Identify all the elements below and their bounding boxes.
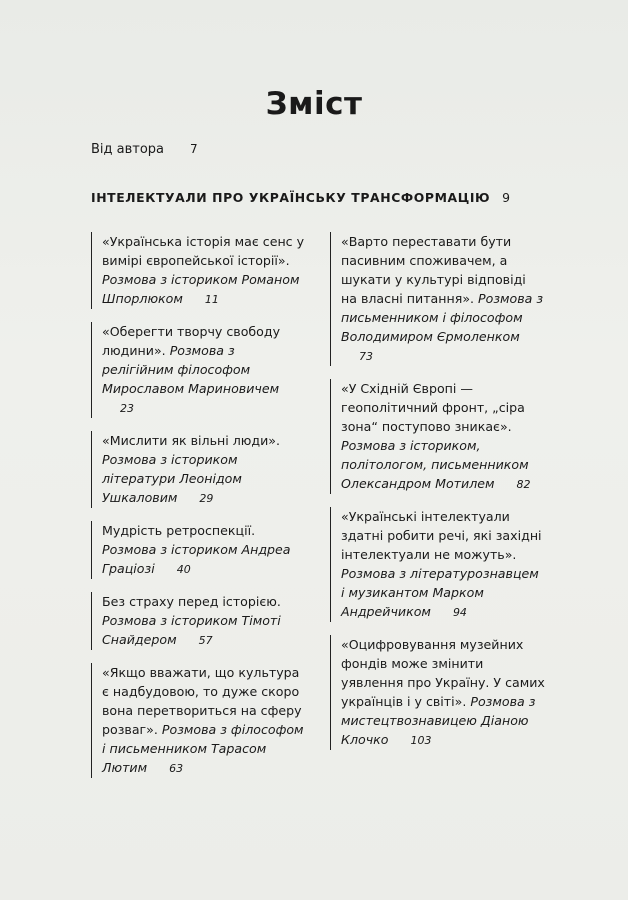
toc-entry	[91, 521, 306, 579]
entry-subtitle: Розмова з істориком літератури Леонідом Ушкаловим	[102, 452, 242, 505]
toc-entry	[330, 232, 545, 366]
entry-title: «Українські інтелектуали здатні робити речі, які західні інтелектуали не можуть».	[341, 509, 542, 562]
entry-subtitle: Розмова з істориком Тімоті Снайдером	[102, 613, 281, 647]
toc-entry-preface	[91, 142, 198, 157]
entry-title: «Українська історія має сенс у вимірі європейської історії».	[102, 234, 305, 268]
toc-entry	[330, 507, 545, 622]
entry-title: «Оберегти творчу свободу людини».	[102, 324, 281, 358]
toc-column-right	[330, 232, 545, 763]
entry-title: Без страху перед історією.	[102, 594, 281, 609]
entry-subtitle: Розмова з істориком Андреа Граціозі	[102, 542, 291, 576]
entry-subtitle: Розмова з істориком, політологом, письменником Олександром Мотилем	[341, 438, 529, 491]
entry-subtitle: Розмова з істориком Романом Шпорлюком	[102, 272, 300, 306]
section-label: ІНТЕЛЕКТУАЛИ ПРО УКРАЇНСЬКУ ТРАНСФОРМАЦІЮ	[91, 190, 491, 205]
entry-title: «Варто переставати бути пасивним споживачем, а шукати у культурі відповіді на власні питання».	[341, 234, 526, 306]
toc-entry	[91, 592, 306, 650]
entry-page: 94	[452, 606, 467, 619]
entry-subtitle: Розмова з філософом і письменником Тарасом Лютим	[102, 722, 304, 775]
entry-title: «Якщо вважати, що культура є надбудовою, то дуже скоро вона перетвориться на сферу розваг».	[102, 665, 302, 737]
toc-entry	[91, 663, 306, 778]
toc-column-left	[91, 232, 306, 791]
toc-entry	[91, 431, 306, 508]
entry-page: 63	[169, 762, 184, 775]
entry-page: 103	[410, 734, 432, 747]
entry-page: 29	[199, 492, 214, 505]
section-page: 9	[502, 190, 511, 205]
page-title: Зміст	[265, 86, 363, 122]
entry-page: 23	[120, 402, 134, 415]
preface-label: Від автора	[91, 142, 165, 157]
entry-subtitle: Розмова з літературознавцем і музикантом Марком Андрейчиком	[341, 566, 539, 619]
entry-subtitle: Розмова з письменником і філософом Володимиром Єрмоленком	[341, 291, 544, 344]
entry-page: 40	[176, 563, 191, 576]
toc-entry	[330, 379, 545, 494]
entry-page: 11	[204, 293, 219, 306]
entry-page: 57	[198, 634, 213, 647]
section-heading	[91, 190, 510, 205]
entry-subtitle: Розмова з мистецтвознавицею Діаною Клочко	[341, 694, 536, 747]
entry-title: «Мислити як вільні люди».	[102, 433, 281, 448]
entry-page: 82	[516, 478, 531, 491]
toc-entry	[91, 232, 306, 309]
entry-subtitle: Розмова з релігійним філософом Мирославом Мариновичем	[102, 343, 280, 396]
entry-title: «Оцифровування музейних фондів може змінити уявлення про Україну. У самих українців і у світі».	[341, 637, 545, 709]
entry-title: Мудрість ретроспекції.	[102, 523, 256, 538]
entry-title: «У Східній Європі — геополітичний фронт, „сіра зона“ поступово зникає».	[341, 381, 525, 434]
toc-entry	[330, 635, 545, 750]
toc-entry	[91, 322, 306, 418]
entry-page: 73	[359, 350, 373, 363]
preface-page: 7	[190, 142, 198, 156]
